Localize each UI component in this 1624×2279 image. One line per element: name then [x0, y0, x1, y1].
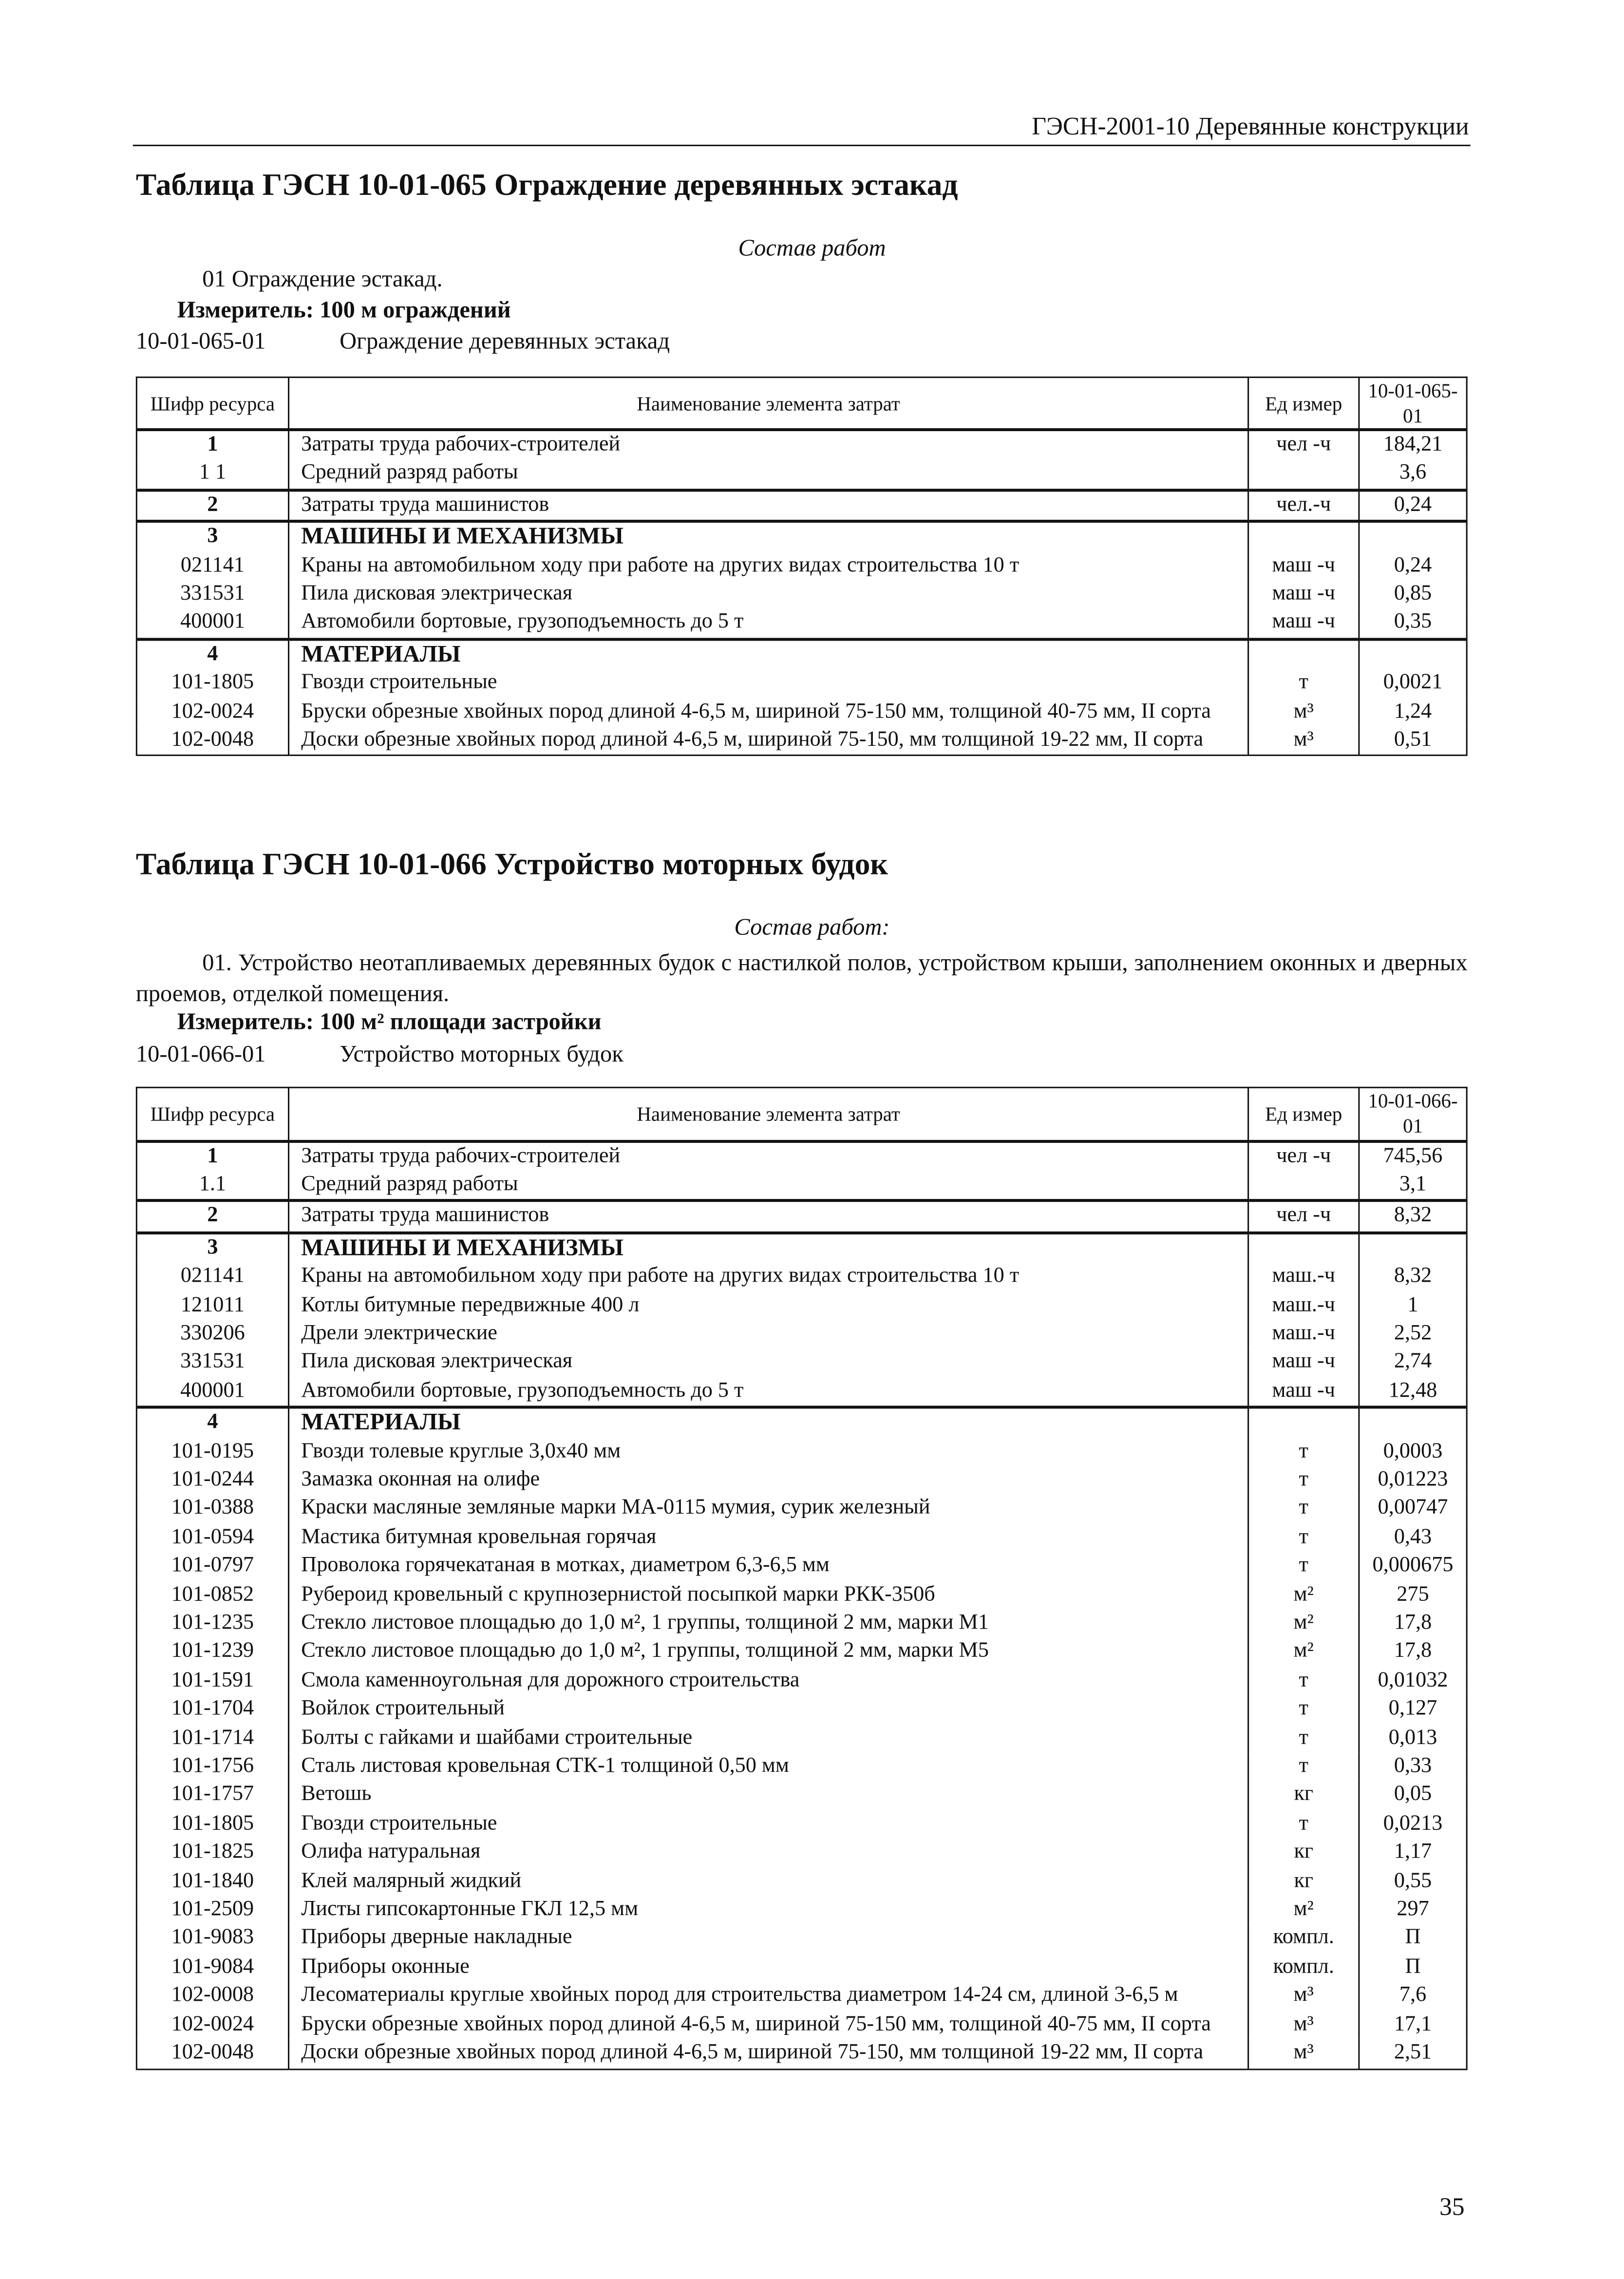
row-unit: кг [1248, 1839, 1359, 1867]
row-unit [1248, 1407, 1359, 1438]
row-unit: чел.-ч [1248, 490, 1359, 522]
page-number: 35 [1439, 2192, 1465, 2221]
row-code: 101-0388 [136, 1495, 288, 1523]
table-row [136, 1438, 1467, 1466]
row-value: 0,0213 [1359, 1810, 1467, 1839]
row-name: Затраты труда рабочих-строителей [289, 1140, 1248, 1171]
row-unit: маш -ч [1248, 609, 1359, 639]
table-row [136, 2011, 1467, 2039]
measure-066: Измеритель: 100 м² площади застройки [177, 1010, 602, 1035]
row-unit: м² [1248, 1581, 1359, 1610]
row-unit: т [1248, 1724, 1359, 1753]
row-unit: чел -ч [1248, 1140, 1359, 1171]
row-unit: м² [1248, 1638, 1359, 1667]
table-row [136, 1348, 1467, 1377]
row-value: 0,127 [1359, 1695, 1467, 1724]
table-row [136, 522, 1467, 552]
row-code: 021141 [136, 551, 288, 580]
row-code: 1.1 [136, 1171, 288, 1201]
row-code: 2 [136, 1201, 288, 1233]
row-unit: компл. [1248, 1925, 1359, 1954]
table-row [136, 1610, 1467, 1638]
row-unit: м³ [1248, 2039, 1359, 2069]
header-norm: 10-01-066-01 [1359, 1087, 1467, 1140]
table-row [136, 1140, 1467, 1171]
row-value: 0,0003 [1359, 1438, 1467, 1466]
row-value: 2,74 [1359, 1348, 1467, 1377]
row-value: 8,32 [1359, 1263, 1467, 1291]
row-name: Приборы оконные [289, 1954, 1248, 1982]
row-name: Краны на автомобильном ходу при работе на других видах строительства 10 т [289, 551, 1248, 580]
composition-heading-065: Состав работ [738, 236, 886, 262]
table-row [136, 1638, 1467, 1667]
resource-table-065 [136, 377, 1468, 757]
row-code: 4 [136, 1407, 288, 1438]
row-code: 101-2509 [136, 1896, 288, 1925]
row-name: Ветошь [289, 1782, 1248, 1810]
row-code: 101-1714 [136, 1724, 288, 1753]
row-unit: маш.-ч [1248, 1263, 1359, 1291]
row-value: 0,0021 [1359, 669, 1467, 698]
row-name: Затраты труда машинистов [289, 1201, 1248, 1233]
table-row [136, 1867, 1467, 1896]
row-name: Краски масляные земляные марки МА-0115 мумия, сурик железный [289, 1495, 1248, 1523]
row-value: П [1359, 1925, 1467, 1954]
row-value: 745,56 [1359, 1140, 1467, 1171]
table-row [136, 490, 1467, 522]
header-unit: Ед измер [1248, 377, 1359, 430]
row-unit: маш.-ч [1248, 1320, 1359, 1348]
row-value: П [1359, 1954, 1467, 1982]
row-code: 102-0024 [136, 698, 288, 727]
table-row [136, 1782, 1467, 1810]
row-code: 1 1 [136, 460, 288, 490]
row-name: Средний разряд работы [289, 460, 1248, 490]
row-unit: т [1248, 669, 1359, 698]
table-row [136, 639, 1467, 669]
row-value: 3,1 [1359, 1171, 1467, 1201]
table-title-066: Таблица ГЭСН 10-01-066 Устройство моторных будок [135, 846, 888, 882]
table-row [136, 1667, 1467, 1695]
row-unit: т [1248, 1695, 1359, 1724]
row-value [1359, 639, 1467, 669]
row-name: МАТЕРИАЛЫ [289, 1407, 1248, 1438]
table-row [136, 1201, 1467, 1233]
composition-heading-066: Состав работ: [734, 915, 890, 941]
row-name: Войлок строительный [289, 1695, 1248, 1724]
table-title-065: Таблица ГЭСН 10-01-065 Ограждение деревянных эстакад [135, 167, 958, 203]
row-code: 3 [136, 1233, 288, 1263]
row-name: Средний разряд работы [289, 1171, 1248, 1201]
row-unit [1248, 522, 1359, 552]
row-code: 101-9083 [136, 1925, 288, 1954]
row-value: 3,6 [1359, 460, 1467, 490]
row-value: 0,55 [1359, 1867, 1467, 1896]
row-code: 101-9084 [136, 1954, 288, 1982]
table-row [136, 609, 1467, 639]
row-code: 101-1704 [136, 1695, 288, 1724]
measure-065: Измеритель: 100 м ограждений [177, 298, 511, 323]
row-value: 0,51 [1359, 726, 1467, 756]
row-name: Гвозди толевые круглые 3,0х40 мм [289, 1438, 1248, 1466]
row-value: 2,51 [1359, 2039, 1467, 2069]
row-unit: т [1248, 1810, 1359, 1839]
row-name: Гвозди строительные [289, 669, 1248, 698]
row-value: 17,8 [1359, 1638, 1467, 1667]
row-code: 101-0797 [136, 1552, 288, 1581]
row-code: 400001 [136, 1377, 288, 1407]
row-name: Листы гипсокартонные ГКЛ 12,5 мм [289, 1896, 1248, 1925]
resource-table-066 [136, 1087, 1468, 2070]
table-row [136, 460, 1467, 490]
row-name: Пила дисковая электрическая [289, 1348, 1248, 1377]
table-row [136, 1954, 1467, 1982]
composition-text-065: 01 Ограждение эстакад. [202, 267, 443, 293]
row-code: 121011 [136, 1291, 288, 1320]
row-code: 4 [136, 639, 288, 669]
row-name: Болты с гайками и шайбами строительные [289, 1724, 1248, 1753]
table-row [136, 1466, 1467, 1495]
row-value: 0,00747 [1359, 1495, 1467, 1523]
row-code: 101-0244 [136, 1466, 288, 1495]
row-name: Автомобили бортовые, грузоподъемность до 5 т [289, 609, 1248, 639]
code-065: 10-01-065-01 [135, 329, 266, 355]
table-row [136, 1233, 1467, 1263]
row-unit: маш -ч [1248, 1377, 1359, 1407]
row-unit: т [1248, 1466, 1359, 1495]
row-name: Пила дисковая электрическая [289, 580, 1248, 609]
header-code: Шифр ресурса [136, 1087, 288, 1140]
row-code: 101-1840 [136, 1867, 288, 1896]
row-unit: т [1248, 1753, 1359, 1782]
row-code: 1 [136, 1140, 288, 1171]
row-name: Мастика битумная кровельная горячая [289, 1523, 1248, 1552]
row-name: Котлы битумные передвижные 400 л [289, 1291, 1248, 1320]
row-name: Бруски обрезные хвойных пород длиной 4-6,5 м, шириной 75-150 мм, толщиной 40-75 мм, II сорта [289, 698, 1248, 727]
row-code: 101-0195 [136, 1438, 288, 1466]
row-unit: т [1248, 1552, 1359, 1581]
table-row [136, 698, 1467, 727]
row-value [1359, 1407, 1467, 1438]
table-row [136, 580, 1467, 609]
row-value: 1 [1359, 1291, 1467, 1320]
row-value: 0,85 [1359, 580, 1467, 609]
row-code: 021141 [136, 1263, 288, 1291]
row-value [1359, 1233, 1467, 1263]
row-value: 275 [1359, 1581, 1467, 1610]
row-name: Проволока горячекатаная в мотках, диаметром 6,3-6,5 мм [289, 1552, 1248, 1581]
table-row [136, 1581, 1467, 1610]
row-value: 0,05 [1359, 1782, 1467, 1810]
header-code: Шифр ресурса [136, 377, 288, 430]
row-unit [1248, 460, 1359, 490]
table-row [136, 1753, 1467, 1782]
row-code: 101-0852 [136, 1581, 288, 1610]
row-name: Клей малярный жидкий [289, 1867, 1248, 1896]
header-unit: Ед измер [1248, 1087, 1359, 1140]
row-unit: чел -ч [1248, 1201, 1359, 1233]
row-unit: т [1248, 1523, 1359, 1552]
row-value: 8,32 [1359, 1201, 1467, 1233]
row-unit: т [1248, 1438, 1359, 1466]
row-code: 102-0024 [136, 2011, 288, 2039]
row-code: 101-1805 [136, 1810, 288, 1839]
row-name: Доски обрезные хвойных пород длиной 4-6,5 м, шириной 75-150, мм толщиной 19-22 мм, II сорта [289, 2039, 1248, 2069]
row-name: МАШИНЫ И МЕХАНИЗМЫ [289, 522, 1248, 552]
row-unit: т [1248, 1495, 1359, 1523]
code-066: 10-01-066-01 [135, 1042, 266, 1068]
row-name: Сталь листовая кровельная СТК-1 толщиной 0,50 мм [289, 1753, 1248, 1782]
row-value: 12,48 [1359, 1377, 1467, 1407]
table-row [136, 1925, 1467, 1954]
table-row [136, 1552, 1467, 1581]
row-code: 102-0048 [136, 2039, 288, 2069]
row-name: Доски обрезные хвойных пород длиной 4-6,5 м, шириной 75-150, мм толщиной 19-22 мм, II сорта [289, 726, 1248, 756]
row-code: 3 [136, 522, 288, 552]
table-row [136, 2039, 1467, 2069]
table-row [136, 1377, 1467, 1407]
row-code: 101-1825 [136, 1839, 288, 1867]
row-value: 1,17 [1359, 1839, 1467, 1867]
header-norm: 10-01-065-01 [1359, 377, 1467, 430]
row-name: Краны на автомобильном ходу при работе на других видах строительства 10 т [289, 1263, 1248, 1291]
table-row [136, 1291, 1467, 1320]
row-code: 1 [136, 430, 288, 460]
row-value: 0,24 [1359, 490, 1467, 522]
row-value: 297 [1359, 1896, 1467, 1925]
row-name: Гвозди строительные [289, 1810, 1248, 1839]
table-row [136, 669, 1467, 698]
row-value: 0,33 [1359, 1753, 1467, 1782]
row-unit: маш -ч [1248, 1348, 1359, 1377]
row-code: 101-1239 [136, 1638, 288, 1667]
header-name: Наименование элемента затрат [289, 377, 1248, 430]
row-name: Смола каменноугольная для дорожного строительства [289, 1667, 1248, 1695]
row-code: 330206 [136, 1320, 288, 1348]
row-code: 2 [136, 490, 288, 522]
row-name: МАШИНЫ И МЕХАНИЗМЫ [289, 1233, 1248, 1263]
running-header: ГЭСН-2001-10 Деревянные конструкции [1032, 112, 1469, 140]
row-value: 0,000675 [1359, 1552, 1467, 1581]
table-header-row [136, 1087, 1467, 1140]
row-name: Замазка оконная на олифе [289, 1466, 1248, 1495]
table-row [136, 1695, 1467, 1724]
row-name: Дрели электрические [289, 1320, 1248, 1348]
table-row [136, 1724, 1467, 1753]
row-name: Лесоматериалы круглые хвойных пород для строительства диаметром 14-24 см, длиной 3-6,5 м [289, 1982, 1248, 2011]
row-code: 101-1805 [136, 669, 288, 698]
row-value [1359, 522, 1467, 552]
table-row [136, 430, 1467, 460]
row-value: 0,24 [1359, 551, 1467, 580]
composition-text-066: 01. Устройство неотапливаемых деревянных будок с настилкой полов, устройством крыши, заполнением оконных и дверных проемов, отделкой помещения. [135, 950, 1468, 1007]
row-value: 1,24 [1359, 698, 1467, 727]
row-code: 101-1757 [136, 1782, 288, 1810]
table-row [136, 551, 1467, 580]
row-unit: м³ [1248, 2011, 1359, 2039]
row-unit: т [1248, 1667, 1359, 1695]
table-header-row [136, 377, 1467, 430]
row-value: 2,52 [1359, 1320, 1467, 1348]
table-row [136, 1263, 1467, 1291]
row-name: Рубероид кровельный с крупнозернистой посыпкой марки РКК-350б [289, 1581, 1248, 1610]
code-name-066: Устройство моторных будок [340, 1042, 623, 1068]
row-name: Затраты труда машинистов [289, 490, 1248, 522]
row-name: Бруски обрезные хвойных пород длиной 4-6,5 м, шириной 75-150 мм, толщиной 40-75 мм, II сорта [289, 2011, 1248, 2039]
row-unit: кг [1248, 1782, 1359, 1810]
table-row [136, 1982, 1467, 2011]
row-code: 101-1756 [136, 1753, 288, 1782]
row-value: 0,01032 [1359, 1667, 1467, 1695]
row-unit [1248, 639, 1359, 669]
row-value: 7,6 [1359, 1982, 1467, 2011]
row-name: МАТЕРИАЛЫ [289, 639, 1248, 669]
row-value: 0,43 [1359, 1523, 1467, 1552]
row-unit [1248, 1233, 1359, 1263]
row-name: Стекло листовое площадью до 1,0 м², 1 группы, толщиной 2 мм, марки М5 [289, 1638, 1248, 1667]
table-row [136, 1839, 1467, 1867]
row-unit: м³ [1248, 698, 1359, 727]
row-code: 331531 [136, 580, 288, 609]
header-name: Наименование элемента затрат [289, 1087, 1248, 1140]
row-unit: кг [1248, 1867, 1359, 1896]
row-unit: маш -ч [1248, 580, 1359, 609]
row-value: 0,013 [1359, 1724, 1467, 1753]
row-name: Стекло листовое площадью до 1,0 м², 1 группы, толщиной 2 мм, марки М1 [289, 1610, 1248, 1638]
row-unit: чел -ч [1248, 430, 1359, 460]
row-unit: м³ [1248, 726, 1359, 756]
table-row [136, 1810, 1467, 1839]
row-code: 101-0594 [136, 1523, 288, 1552]
row-code: 102-0048 [136, 726, 288, 756]
row-unit [1248, 1171, 1359, 1201]
row-unit: компл. [1248, 1954, 1359, 1982]
row-code: 400001 [136, 609, 288, 639]
row-value: 0,35 [1359, 609, 1467, 639]
row-unit: маш.-ч [1248, 1291, 1359, 1320]
row-unit: м² [1248, 1896, 1359, 1925]
table-row [136, 1320, 1467, 1348]
row-code: 331531 [136, 1348, 288, 1377]
code-name-065: Ограждение деревянных эстакад [340, 329, 670, 355]
row-name: Автомобили бортовые, грузоподъемность до 5 т [289, 1377, 1248, 1407]
table-row [136, 1495, 1467, 1523]
table-row [136, 1171, 1467, 1201]
row-unit: м² [1248, 1610, 1359, 1638]
row-code: 101-1591 [136, 1667, 288, 1695]
table-row [136, 1407, 1467, 1438]
row-value: 17,1 [1359, 2011, 1467, 2039]
row-code: 102-0008 [136, 1982, 288, 2011]
table-row [136, 726, 1467, 756]
table-row [136, 1523, 1467, 1552]
row-name: Олифа натуральная [289, 1839, 1248, 1867]
row-unit: м³ [1248, 1982, 1359, 2011]
row-value: 0,01223 [1359, 1466, 1467, 1495]
row-unit: маш -ч [1248, 551, 1359, 580]
row-name: Приборы дверные накладные [289, 1925, 1248, 1954]
row-code: 101-1235 [136, 1610, 288, 1638]
row-value: 17,8 [1359, 1610, 1467, 1638]
row-name: Затраты труда рабочих-строителей [289, 430, 1248, 460]
row-value: 184,21 [1359, 430, 1467, 460]
header-divider [133, 145, 1471, 146]
table-row [136, 1896, 1467, 1925]
